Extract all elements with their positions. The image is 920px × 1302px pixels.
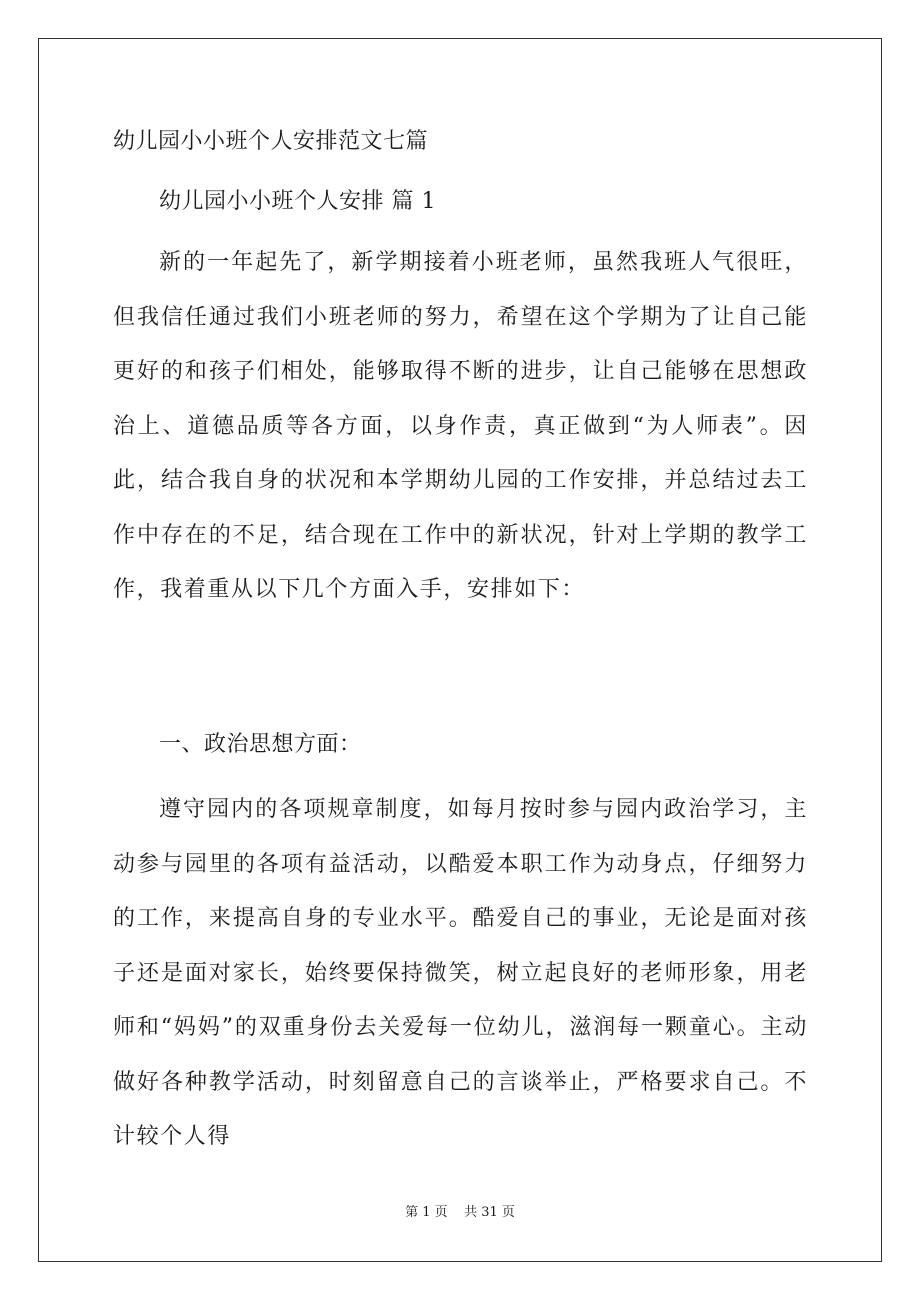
document-title: 幼儿园小小班个人安排范文七篇 <box>113 129 429 154</box>
page-number-footer: 第 1 页 共 31 页 <box>405 1205 515 1220</box>
paragraph-politics: 遵守园内的各项规章制度，如每月按时参与园内政治学习，主动参与园里的各项有益活动，以酷爱本职工作为动身点，仔细努力的工作，来提高自身的专业水平。酷爱自己的事业，无论是面对孩子还是面对家长，始终要保持微笑，树立起良好的老师形象，用老师和“妈妈”的双重身份去关爱每一位幼儿，滋润每一颗童心。主动做好各种教学活动，时刻留意自己的言谈举止，严格要求自己。不计较个人得 <box>113 797 808 1149</box>
paragraph-intro: 新的一年起先了，新学期接着小班老师，虽然我班人气很旺，但我信任通过我们小班老师的努力，希望在这个学期为了让自己能更好的和孩子们相处，能够取得不断的进步，让自己能够在思想政治上、道德品质等各方面，以身作责，真正做到“为人师表”。因此，结合我自身的状况和本学期幼儿园的工作安排，并总结过去工作中存在的不足，结合现在工作中的新状况，针对上学期的教学工作，我着重从以下几个方面入手，安排如下： <box>113 250 808 602</box>
section-heading: 幼儿园小小班个人安排 篇 1 <box>159 189 436 214</box>
sub-heading-politics: 一、政治思想方面： <box>159 732 362 757</box>
